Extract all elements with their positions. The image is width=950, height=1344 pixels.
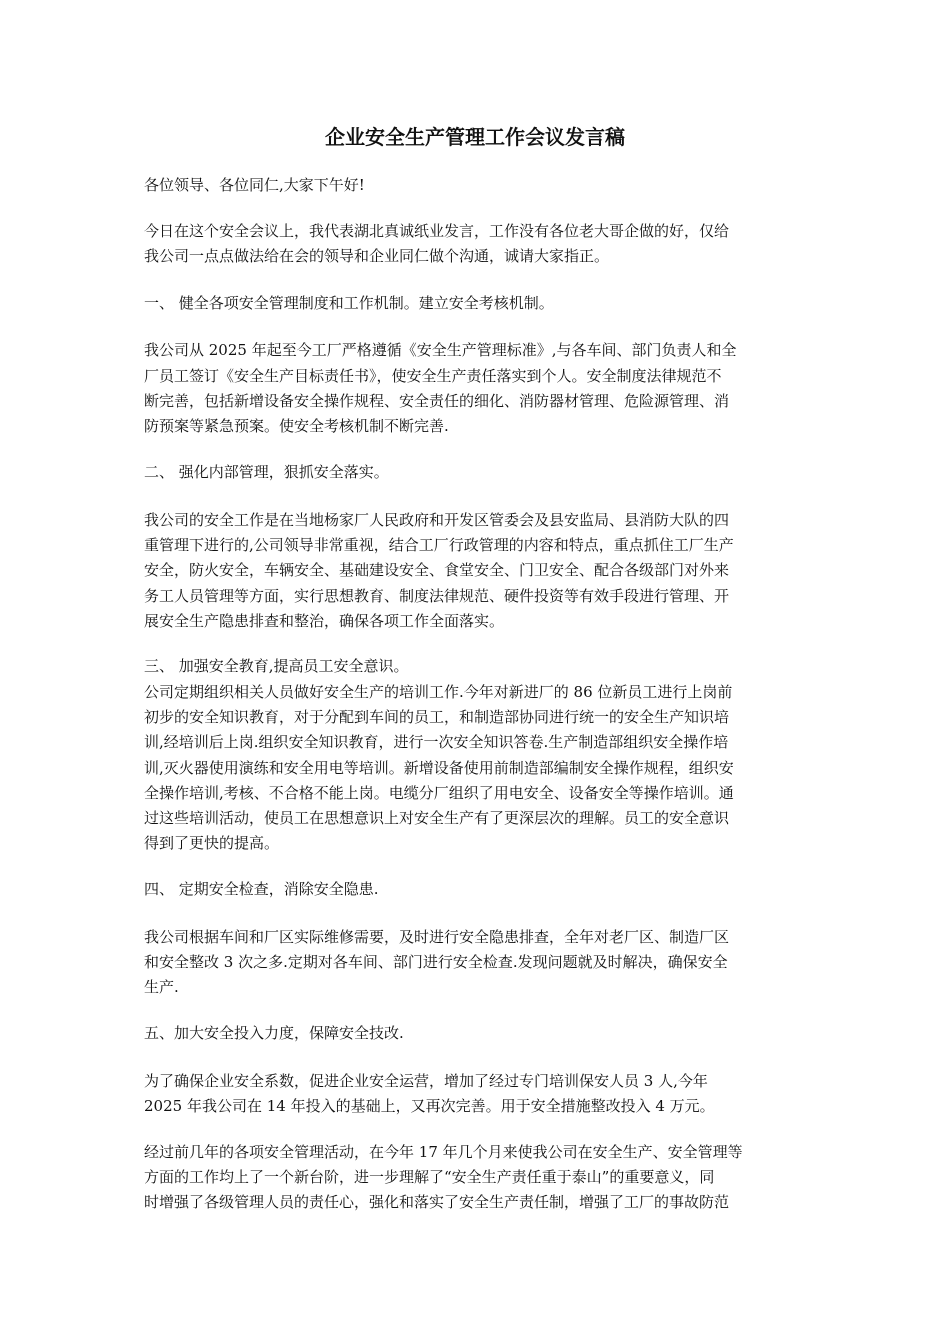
- section-3-line: 得到了更快的提高。: [144, 834, 280, 852]
- section-3-line: 公司定期组织相关人员做好安全生产的培训工作.今年对新进厂的 86 位新员工进行上岗前: [144, 683, 733, 701]
- section-2-line: 展安全生产隐患排查和整治，确保各项工作全面落实。: [144, 612, 505, 630]
- section-3-line: 过这些培训活动，使员工在思想意识上对安全生产有了更深层次的理解。员工的安全意识: [144, 809, 730, 827]
- closing-line: 方面的工作均上了一个新台阶，进一步理解了“安全生产责任重于泰山”的重要意义，同: [144, 1168, 715, 1186]
- section-3-line: 训,灭火器使用演练和安全用电等培训。新增设备使用前制造部编制安全操作规程，组织安: [144, 759, 734, 777]
- section-2-line: 重管理下进行的,公司领导非常重视，结合工厂行政管理的内容和特点，重点抓住工厂生产: [144, 536, 734, 554]
- section-2-heading: 二、 强化内部管理，狠抓安全落实。: [144, 463, 389, 481]
- section-3-heading: 三、 加强安全教育,提高员工安全意识。: [144, 657, 409, 675]
- section-5-line: 2025 年我公司在 14 年投入的基础上，又再次完善。用于安全措施整改投入 4 万元。: [144, 1097, 715, 1115]
- section-3-line: 训,经培训后上岗.组织安全知识教育，进行一次安全知识答卷.生产制造部组织安全操作培: [144, 733, 729, 751]
- intro-line: 我公司一点点做法给在会的领导和企业同仁做个沟通，诚请大家指正。: [144, 247, 610, 265]
- section-2-line: 安全，防火安全，车辆安全、基础建设安全、食堂安全、门卫安全、配合各级部门对外来: [144, 561, 730, 579]
- section-1-line: 防预案等紧急预案。使安全考核机制不断完善.: [144, 417, 449, 435]
- section-2-line: 我公司的安全工作是在当地杨家厂人民政府和开发区管委会及县安监局、县消防大队的四: [144, 511, 730, 529]
- closing-line: 经过前几年的各项安全管理活动，在今年 17 年几个月来使我公司在安全生产、安全管理等: [144, 1143, 743, 1161]
- section-1-line: 断完善，包括新增设备安全操作规程、安全责任的细化、消防器材管理、危险源管理、消: [144, 392, 730, 410]
- section-2-line: 务工人员管理等方面，实行思想教育、制度法律规范、硬件投资等有效手段进行管理、开: [144, 587, 730, 605]
- closing-line: 时增强了各级管理人员的责任心，强化和落实了安全生产责任制，增强了工厂的事故防范: [144, 1193, 730, 1211]
- section-1-heading: 一、 健全各项安全管理制度和工作机制。建立安全考核机制。: [144, 294, 554, 312]
- section-4-line: 我公司根据车间和厂区实际维修需要，及时进行安全隐患排查，全年对老厂区、制造厂区: [144, 928, 730, 946]
- section-4-heading: 四、 定期安全检查，消除安全隐患.: [144, 880, 379, 898]
- intro-line: 今日在这个安全会议上，我代表湖北真诚纸业发言，工作没有各位老大哥企做的好，仅给: [144, 222, 730, 240]
- section-4-line: 和安全整改 3 次之多.定期对各车间、部门进行安全检查.发现问题就及时解决，确保安全: [144, 953, 728, 971]
- document-title: 企业安全生产管理工作会议发言稿: [325, 125, 625, 149]
- section-1-line: 我公司从 2025 年起至今工厂严格遵循《安全生产管理标准》,与各车间、部门负责人和全: [144, 341, 737, 359]
- section-3-line: 初步的安全知识教育，对于分配到车间的员工，和制造部协同进行统一的安全生产知识培: [144, 708, 730, 726]
- section-1-line: 厂员工签订《安全生产目标责任书》，使安全生产责任落实到个人。安全制度法律规范不: [144, 367, 722, 385]
- section-4-line: 生产.: [144, 978, 179, 996]
- section-5-heading: 五、加大安全投入力度，保障安全技改.: [144, 1024, 404, 1042]
- section-3-line: 全操作培训,考核、不合格不能上岗。电缆分厂组织了用电安全、设备安全等操作培训。通: [144, 784, 734, 802]
- greeting: 各位领导、各位同仁,大家下午好!: [144, 176, 365, 194]
- section-5-line: 为了确保企业安全系数，促进企业安全运营，增加了经过专门培训保安人员 3 人,今年: [144, 1072, 708, 1090]
